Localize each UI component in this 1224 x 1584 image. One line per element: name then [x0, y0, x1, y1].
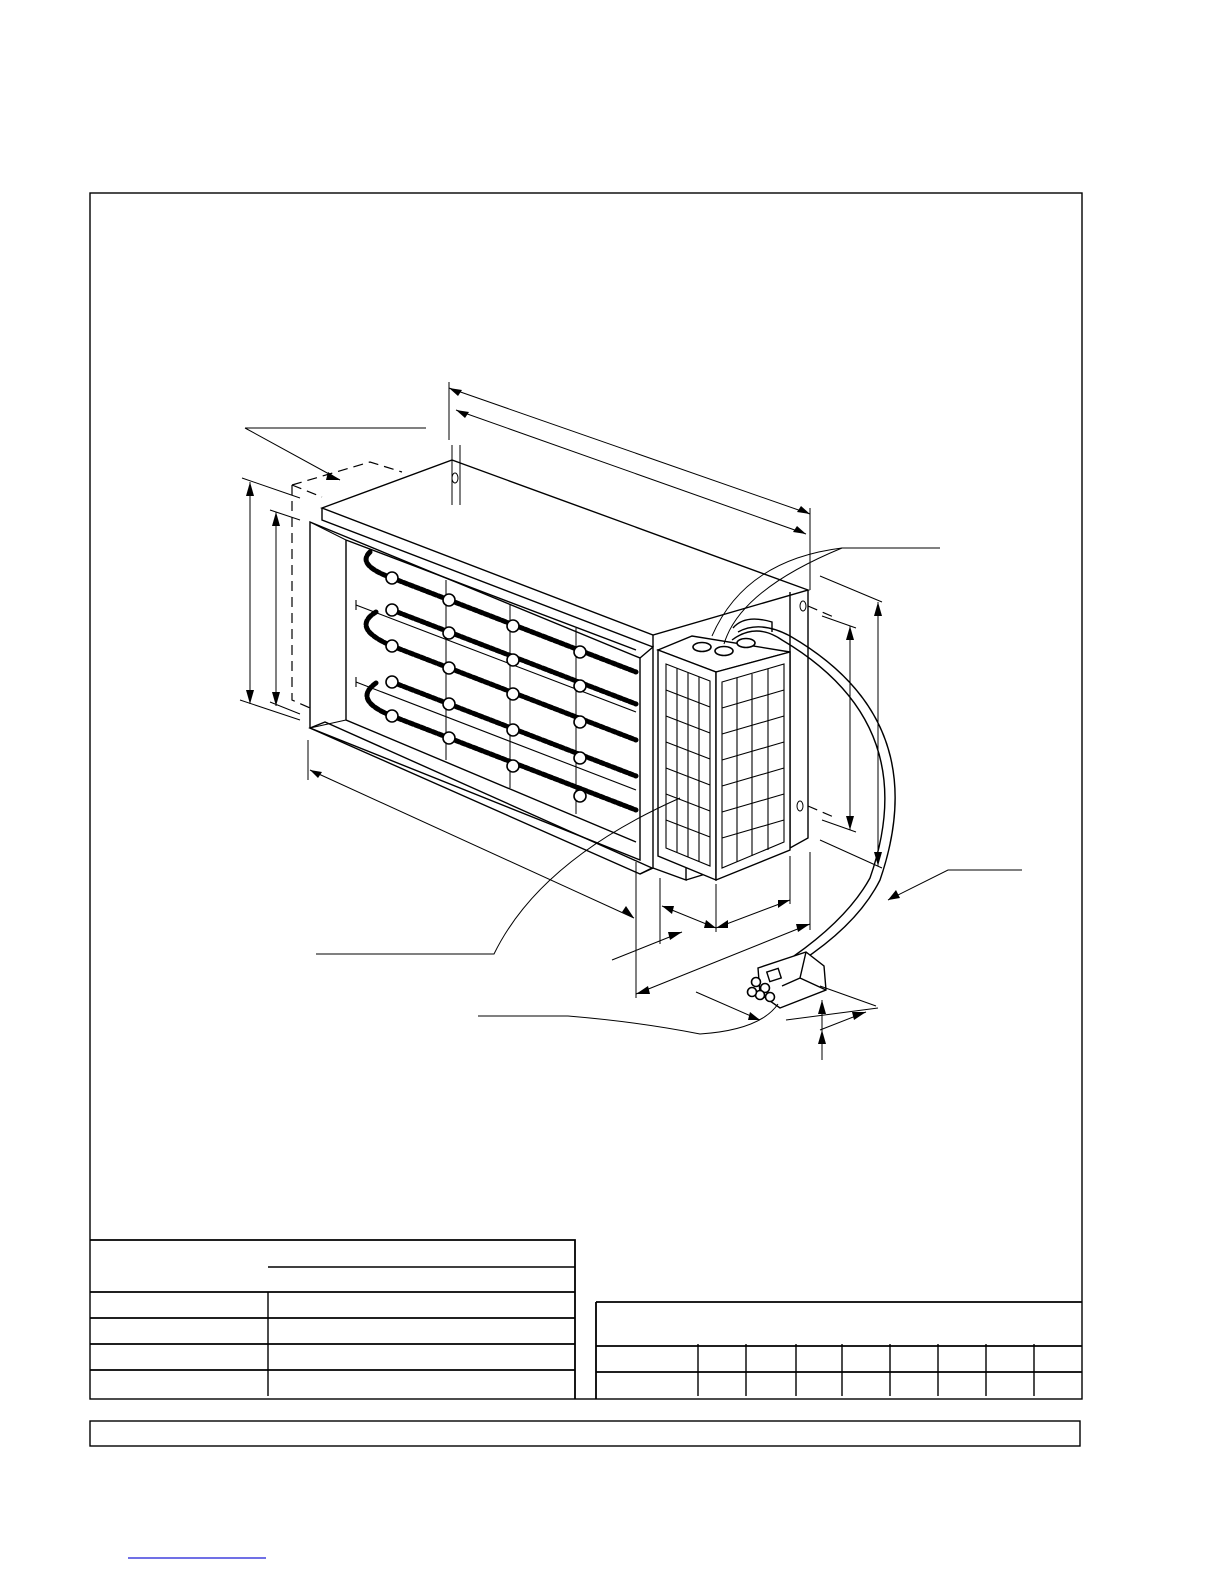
- footer-bar: [90, 1421, 1080, 1446]
- element-terminals: [386, 572, 586, 802]
- casing-front-face: [310, 522, 640, 860]
- control-box: [658, 619, 790, 880]
- callout-leaders: [245, 428, 1022, 1034]
- right-spec-table: [596, 1302, 1082, 1399]
- left-spec-table: [90, 1240, 575, 1399]
- power-plug: [748, 952, 827, 1008]
- duct-heater-illustration: [240, 382, 1022, 1060]
- control-panel-backplate: [640, 647, 653, 874]
